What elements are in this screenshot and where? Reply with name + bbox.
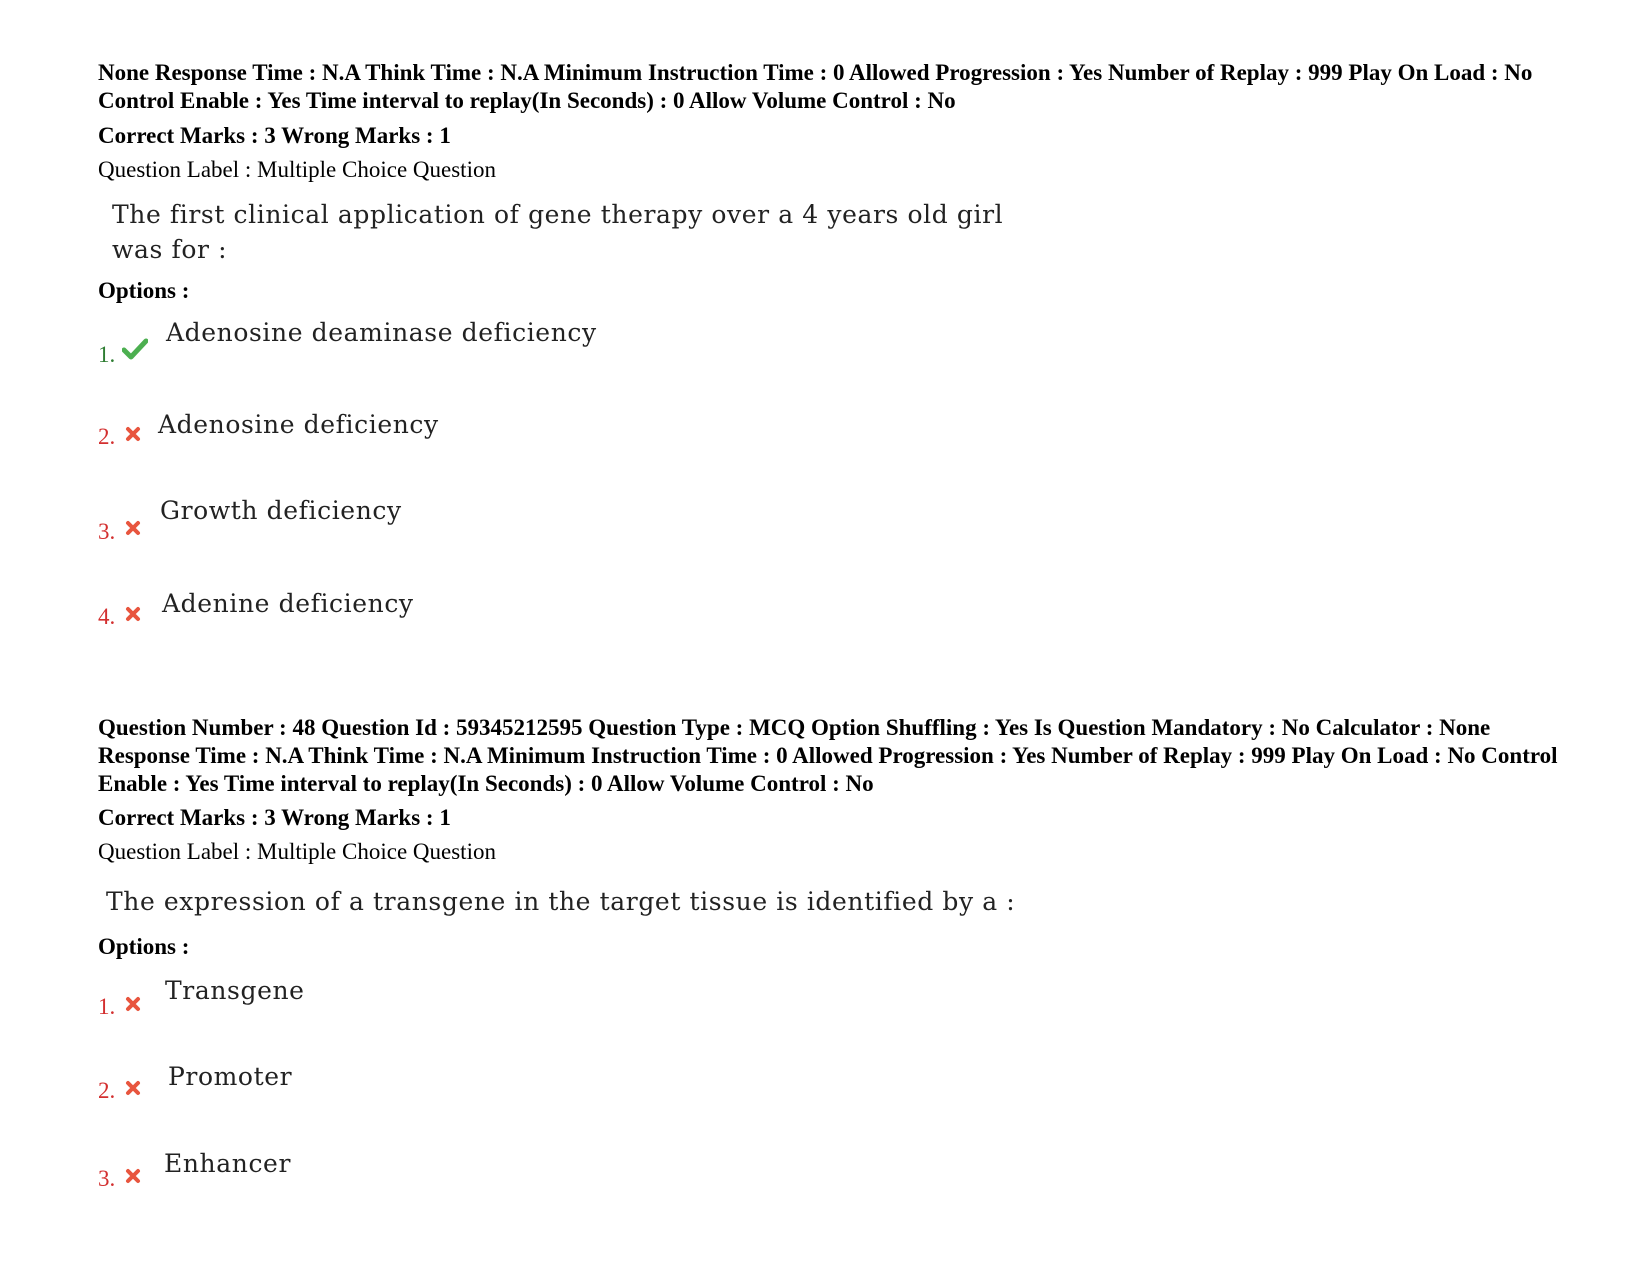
question-label: Question Label : Multiple Choice Question — [98, 157, 496, 182]
marks-info: Correct Marks : 3 Wrong Marks : 1 — [98, 805, 451, 830]
option-number: 1. — [98, 994, 116, 1019]
question-text-line: was for : — [112, 235, 228, 264]
checkmark-icon — [122, 338, 148, 360]
option-number: 1. — [98, 342, 116, 367]
option-number: 3. — [98, 1166, 116, 1191]
question-meta-info: None Response Time : N.A Think Time : N.A Minimum Instruction Time : 0 Allowed Progression : Yes Number of Replay : 999 Play On Load : No Control Enable : Yes Time interval to replay(In Seconds) : 0 Allow Volume Control : No — [98, 60, 1533, 113]
cross-icon — [125, 520, 141, 536]
question-text-line: The first clinical application of gene therapy over a 4 years old girl — [112, 200, 1004, 229]
option-text: Enhancer — [164, 1149, 292, 1178]
option-text: Adenine deficiency — [162, 589, 414, 618]
option-text: Adenosine deficiency — [158, 410, 439, 439]
option-number: 2. — [98, 424, 116, 449]
cross-icon — [125, 606, 141, 622]
option-number: 3. — [98, 519, 116, 544]
cross-icon — [125, 426, 141, 442]
question-meta-info: Question Number : 48 Question Id : 59345212595 Question Type : MCQ Option Shuffling : Yes Is Question Mandatory : No Calculator : None Response Time : N.A Think Time : N.A Minimum Instruction Time : 0 Allowed Progression : Yes Number of Replay : 999 Play On Load : No Control Enable : Yes Time interval to replay(In Seconds) : 0 Allow Volume Control : No — [98, 715, 1558, 796]
option-text: Promoter — [168, 1062, 293, 1091]
question-text — [106, 884, 1015, 919]
cross-icon — [125, 996, 141, 1012]
marks-info: Correct Marks : 3 Wrong Marks : 1 — [98, 123, 451, 148]
option-text: Growth deficiency — [160, 496, 402, 525]
cross-icon — [125, 1080, 141, 1096]
cross-icon — [125, 1168, 141, 1184]
options-heading: Options : — [98, 934, 190, 959]
option-number: 4. — [98, 604, 116, 629]
options-heading: Options : — [98, 278, 190, 303]
option-text: Transgene — [165, 976, 305, 1005]
question-label: Question Label : Multiple Choice Question — [98, 839, 496, 864]
question-text — [112, 197, 1003, 267]
question-text-line: The expression of a transgene in the target tissue is identified by a : — [106, 887, 1016, 916]
option-text: Adenosine deaminase deficiency — [166, 318, 597, 347]
option-number: 2. — [98, 1078, 116, 1103]
